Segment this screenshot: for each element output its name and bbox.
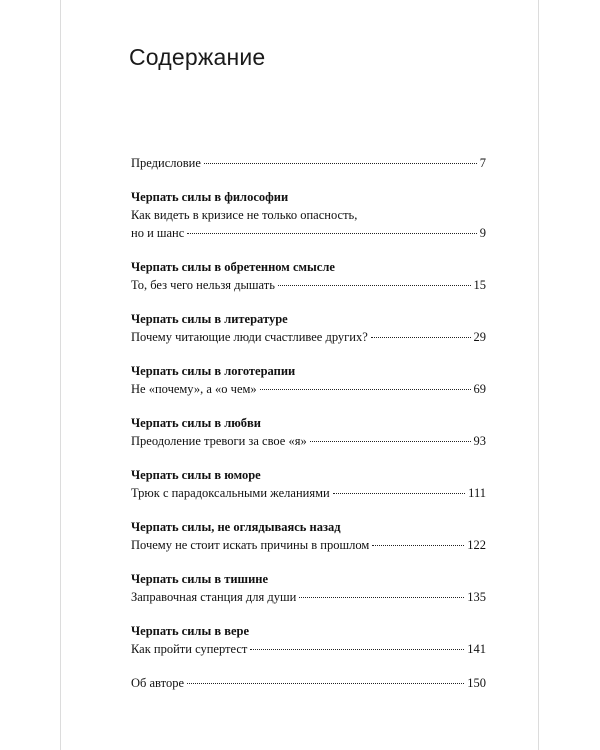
toc-section[interactable]: [131, 414, 486, 450]
toc-section[interactable]: [131, 518, 486, 554]
toc-section-subtitle: [131, 224, 486, 242]
toc-page-number: 7: [479, 156, 486, 170]
toc-page-number: 69: [473, 382, 486, 396]
table-of-contents: [131, 154, 486, 692]
toc-section[interactable]: [131, 258, 486, 294]
dot-leader: [260, 389, 471, 390]
toc-section[interactable]: [131, 466, 486, 502]
dot-leader: [333, 493, 466, 494]
toc-section-subtitle-line: Как видеть в кризисе не только опасность,: [131, 208, 358, 222]
toc-section-heading: Черпать силы в любви: [131, 416, 261, 430]
toc-page-number: 93: [473, 434, 486, 448]
toc-section-heading: Черпать силы в логотерапии: [131, 364, 296, 378]
dot-leader: [371, 337, 471, 338]
toc-page-number: 29: [473, 330, 486, 344]
dot-leader: [204, 163, 477, 164]
dot-leader: [250, 649, 464, 650]
toc-section-subtitle-text: Заправочная станция для души: [131, 590, 297, 604]
toc-entry-label: Предисловие: [131, 156, 201, 170]
toc-section-subtitle-text: но и шанс: [131, 226, 185, 240]
toc-section-subtitle-text: Преодоление тревоги за свое «я»: [131, 434, 307, 448]
toc-section-heading: Черпать силы в вере: [131, 624, 249, 638]
toc-section-heading: Черпать силы в литературе: [131, 312, 288, 326]
toc-section-heading: Черпать силы в юморе: [131, 468, 261, 482]
toc-section-subtitle: [131, 432, 486, 450]
toc-section[interactable]: [131, 310, 486, 346]
toc-page-number: 9: [479, 226, 486, 240]
toc-page-number: 150: [467, 676, 486, 690]
toc-section[interactable]: [131, 622, 486, 658]
dot-leader: [278, 285, 471, 286]
dot-leader: [310, 441, 471, 442]
toc-entry-foreword[interactable]: [131, 154, 486, 172]
toc-page-number: 15: [473, 278, 486, 292]
toc-section-subtitle-text: Как пройти супертест: [131, 642, 248, 656]
toc-section-heading: Черпать силы в тишине: [131, 572, 269, 586]
toc-section[interactable]: [131, 362, 486, 398]
toc-section-subtitle: [131, 276, 486, 294]
toc-section-subtitle: [131, 484, 486, 502]
toc-section-subtitle: [131, 536, 486, 554]
dot-leader: [372, 545, 464, 546]
toc-section-subtitle-text: Почему не стоит искать причины в прошлом: [131, 538, 370, 552]
toc-section-subtitle-text: Трюк с парадоксальными желаниями: [131, 486, 330, 500]
dot-leader: [187, 683, 464, 684]
toc-section[interactable]: [131, 570, 486, 606]
page-title: Содержание: [129, 44, 266, 70]
page-edge-right: [538, 0, 539, 750]
toc-section-heading: Черпать силы, не оглядываясь назад: [131, 520, 341, 534]
toc-section-heading: Черпать силы в обретенном смысле: [131, 260, 335, 274]
toc-section-heading: Черпать силы в философии: [131, 190, 289, 204]
toc-section-subtitle: [131, 380, 486, 398]
toc-page-number: 122: [467, 538, 486, 552]
toc-page-number: 141: [467, 642, 486, 656]
toc-section-subtitle: [131, 588, 486, 606]
toc-entry-label: Об авторе: [131, 676, 184, 690]
toc-page-number: 135: [467, 590, 486, 604]
toc-page-number: 111: [468, 486, 486, 500]
toc-entry-about-author[interactable]: [131, 674, 486, 692]
toc-section-subtitle: [131, 640, 486, 658]
toc-section-subtitle-text: Почему читающие люди счастливее других?: [131, 330, 368, 344]
dot-leader: [299, 597, 464, 598]
toc-section-subtitle: [131, 328, 486, 346]
toc-section-subtitle-text: То, без чего нельзя дышать: [131, 278, 275, 292]
toc-section[interactable]: [131, 188, 486, 242]
page-edge-left: [60, 0, 61, 750]
toc-section-subtitle-text: Не «почему», а «о чем»: [131, 382, 257, 396]
dot-leader: [187, 233, 476, 234]
